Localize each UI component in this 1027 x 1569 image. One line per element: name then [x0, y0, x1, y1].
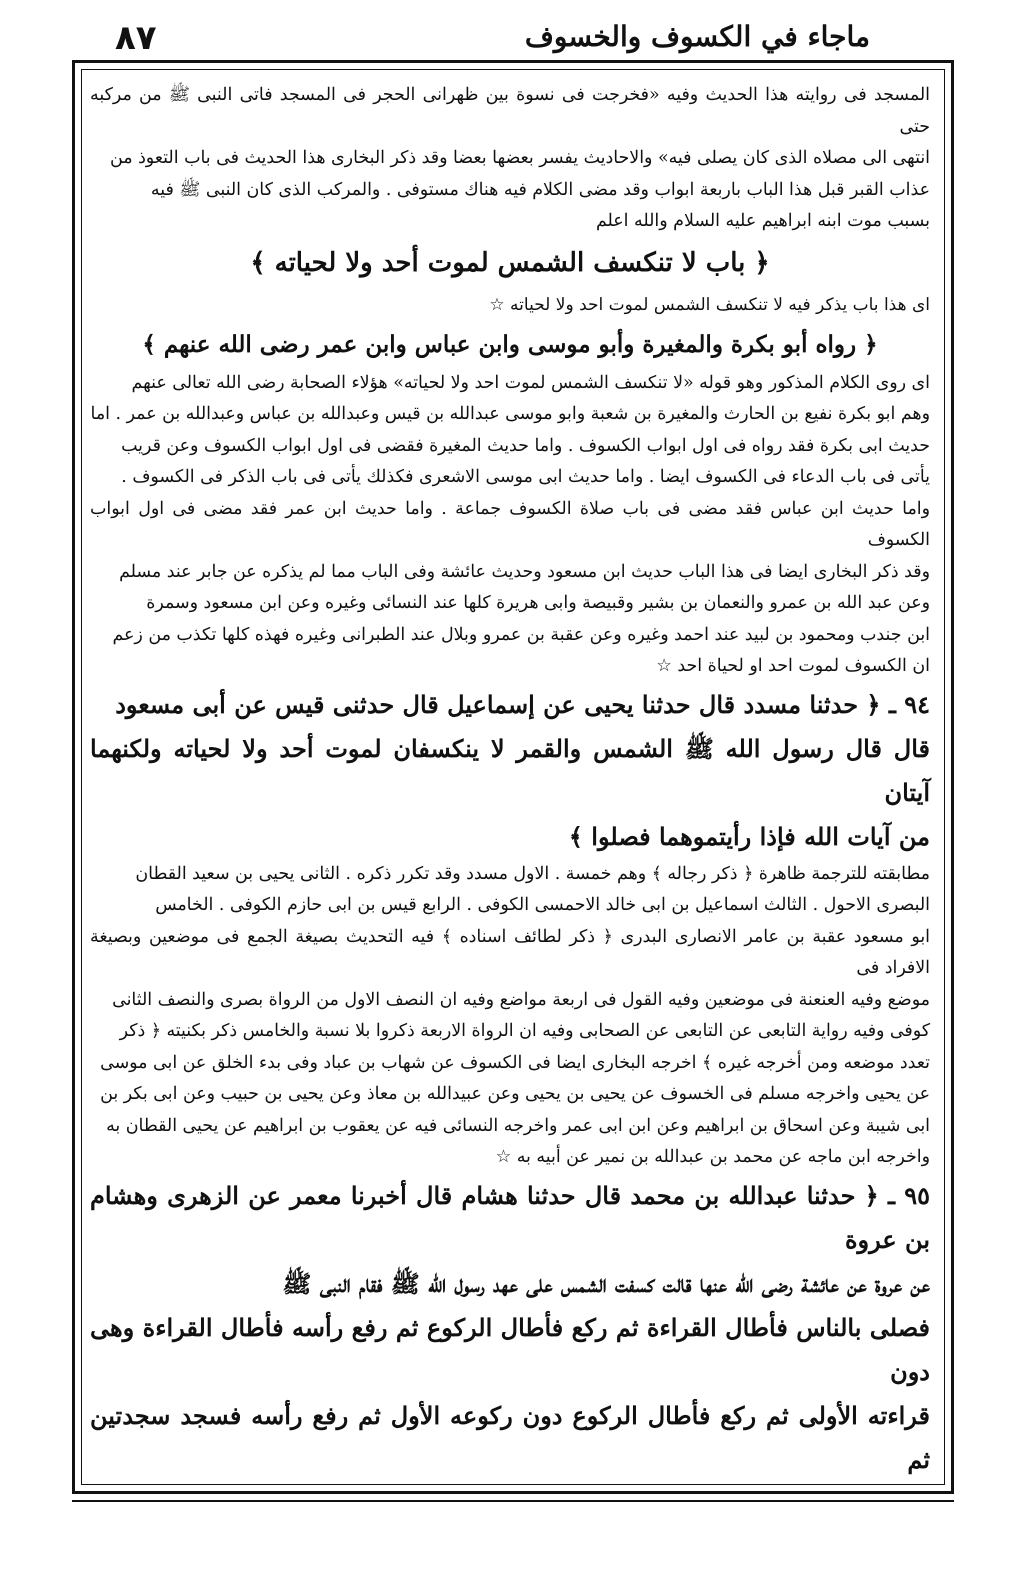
intro-line: انتهى الى مصلاه الذى كان يصلى فيه» والاحاديث يفسر بعضها بعضا وقد ذكر البخارى هذا الحديث فى باب التعوذ من: [109, 148, 930, 168]
riwayah-line: وعن عبد الله بن عمرو والنعمان بن بشير وقبيصة وابى هريرة كلها عند النسائى وغيره وعن ابن مسعود وسمرة: [146, 593, 930, 613]
hadith-94-line: قال قال رسول الله ﷺ الشمس والقمر لا ينكسفان لموت أحد ولا لحياته ولكنهما آيتان: [90, 733, 930, 807]
riwayah-line: اى روى الكلام المذكور وهو قوله «لا تنكسف الشمس لموت احد ولا لحياته» هؤلاء الصحابة رضى الله تعالى عنهم: [131, 372, 930, 393]
commentary-line: تعدد موضعه ومن أخرجه غيره ﴾ اخرجه البخارى ايضا فى الكسوف عن شهاب بن عباد وفى بدء الخلق عن ابى موسى: [100, 1052, 930, 1073]
commentary-line: كوفى وفيه رواية التابعى عن التابعى عن الصحابى وفيه ان الرواة الاربعة ذكروا بلا نسبة والخامس ذكر بكنيته ﴿ ذكر: [119, 1021, 930, 1041]
hadith-94-line: ٩٤ ـ ﴿ حدثنا مسدد قال حدثنا يحيى عن إسماعيل قال حدثنى قيس عن أبى مسعود: [115, 689, 930, 719]
riwayah-line: حديث ابى بكرة فقد رواه فى اول ابواب الكسوف . واما حديث المغيرة فقضى فى اول ابواب الكسوف وعن قريب: [121, 435, 930, 456]
riwayah-line: واما حديث ابن عباس فقد مضى فى باب صلاة الكسوف جماعة . واما حديث ابن عمر فقد مضى فى اول ابواب الكسوف: [90, 498, 930, 550]
hadith-95-line: فصلى بالناس فأطال القراءة ثم ركع فأطال الركوع ثم رفع رأسه فأطال القراءة وهى دون: [90, 1312, 931, 1386]
hadith-95-line: عن عروة عن عائشة رضى الله عنها قالت كسفت الشمس على عهد رسول الله ﷺ فقام النبى ﷺ: [282, 1268, 930, 1298]
commentary-line: ابو مسعود عقبة بن عامر الانصارى البدرى ﴿ ذكر لطائف اسناده ﴾ فيه التحديث بصيغة الجمع فى موضعين وبصيغة الافراد فى: [90, 926, 930, 978]
riwayah-line: وقد ذكر البخارى ايضا فى هذا الباب حديث ابن مسعود وحديث عائشة وفى الباب مما لم يذكره عن جابر عند مسلم: [119, 561, 930, 582]
riwayah-line: وهم ابو بكرة نفيع بن الحارث والمغيرة بن شعبة وابو موسى عبدالله بن قيس وعبدالله بن عباس وعبدالله بن عمر . اما: [90, 404, 930, 424]
commentary-line: واخرجه ابن ماجه عن محمد بن عبدالله بن نمير عن أبيه به ☆: [495, 1147, 930, 1167]
commentary-line: ابى شيبة وعن اسحاق بن ابراهيم وعن ابن ابى عمر واخرجه النسائى فيه عن يعقوب بن ابراهيم عن يحيى القطان به: [106, 1115, 930, 1136]
bab-explanation: اى هذا باب يذكر فيه لا تنكسف الشمس لموت احد ولا لحياته ☆: [489, 294, 930, 315]
page-header: [60, 18, 960, 58]
hadith-95-line: قراءته الأولى ثم ركع فأطال الركوع دون ركوعه الأول ثم رفع رأسه فسجد سجدتين ثم: [90, 1400, 930, 1474]
riwayah-heading: ﴿ رواه أبو بكرة والمغيرة وأبو موسى وابن عباس وابن عمر رضى الله عنهم ﴾: [142, 330, 878, 358]
commentary-line: موضع وفيه العنعنة فى موضعين وفيه القول فى اربعة مواضع وفيه ان النصف الاول من الرواة بصرى والنصف الثانى: [112, 989, 930, 1010]
page-content: [90, 80, 930, 1482]
commentary-line: مطابقته للترجمة ظاهرة ﴿ ذكر رجاله ﴾ وهم خمسة . الاول مسدد وقد تكرر ذكره . الثانى يحيى بن سعيد القطان: [135, 863, 930, 884]
intro-line: بسبب موت ابنه ابراهيم عليه السلام والله اعلم: [595, 211, 930, 231]
hadith-94-line: من آيات الله فإذا رأيتموهما فصلوا ﴾: [568, 821, 930, 851]
page-number: ٨٧: [115, 18, 157, 58]
intro-line: عذاب القبر قبل هذا الباب باربعة ابواب وقد مضى الكلام فيه هناك مستوفى . والمركب الذى كان النبى ﷺ فيه: [150, 179, 930, 200]
commentary-line: البصرى الاحول . الثالث اسماعيل بن ابى خالد الاحمسى الكوفى . الرابع قيس بن ابى حازم الكوفى . الخامس: [155, 895, 930, 915]
riwayah-line: يأتى فى باب الدعاء فى الكسوف ايضا . واما حديث ابى موسى الاشعرى فكذلك يأتى فى باب الذكر فى الكسوف .: [121, 467, 930, 487]
commentary-line: عن يحيى واخرجه مسلم فى الخسوف عن يحيى بن يحيى وعن عبيدالله بن معاذ وعن يحيى بن حبيب وعن ابى بكر بن: [100, 1084, 930, 1104]
intro-line: المسجد فى روايته هذا الحديث وفيه «فخرجت فى نسوة بين ظهرانى الحجر فى المسجد فاتى النبى ﷺ من مركبه حتى: [90, 85, 930, 137]
bab-heading: ﴿ باب لا تنكسف الشمس لموت أحد ولا لحياته ﴾: [250, 247, 770, 278]
riwayah-line: ان الكسوف لموت احد او لحياة احد ☆: [656, 656, 930, 676]
riwayah-line: ابن جندب ومحمود بن لبيد عند احمد وغيره وعن عقبة بن عمرو وبلال عند الطبرانى وغيره فهذه كلها تكذب من زعم: [112, 624, 930, 645]
hadith-95-line: ٩٥ ـ ﴿ حدثنا عبدالله بن محمد قال حدثنا هشام قال أخبرنا معمر عن الزهرى وهشام بن عروة: [90, 1180, 930, 1254]
running-title: ماجاء في الكسوف والخسوف: [524, 20, 870, 53]
bottom-rule: [72, 1500, 954, 1502]
